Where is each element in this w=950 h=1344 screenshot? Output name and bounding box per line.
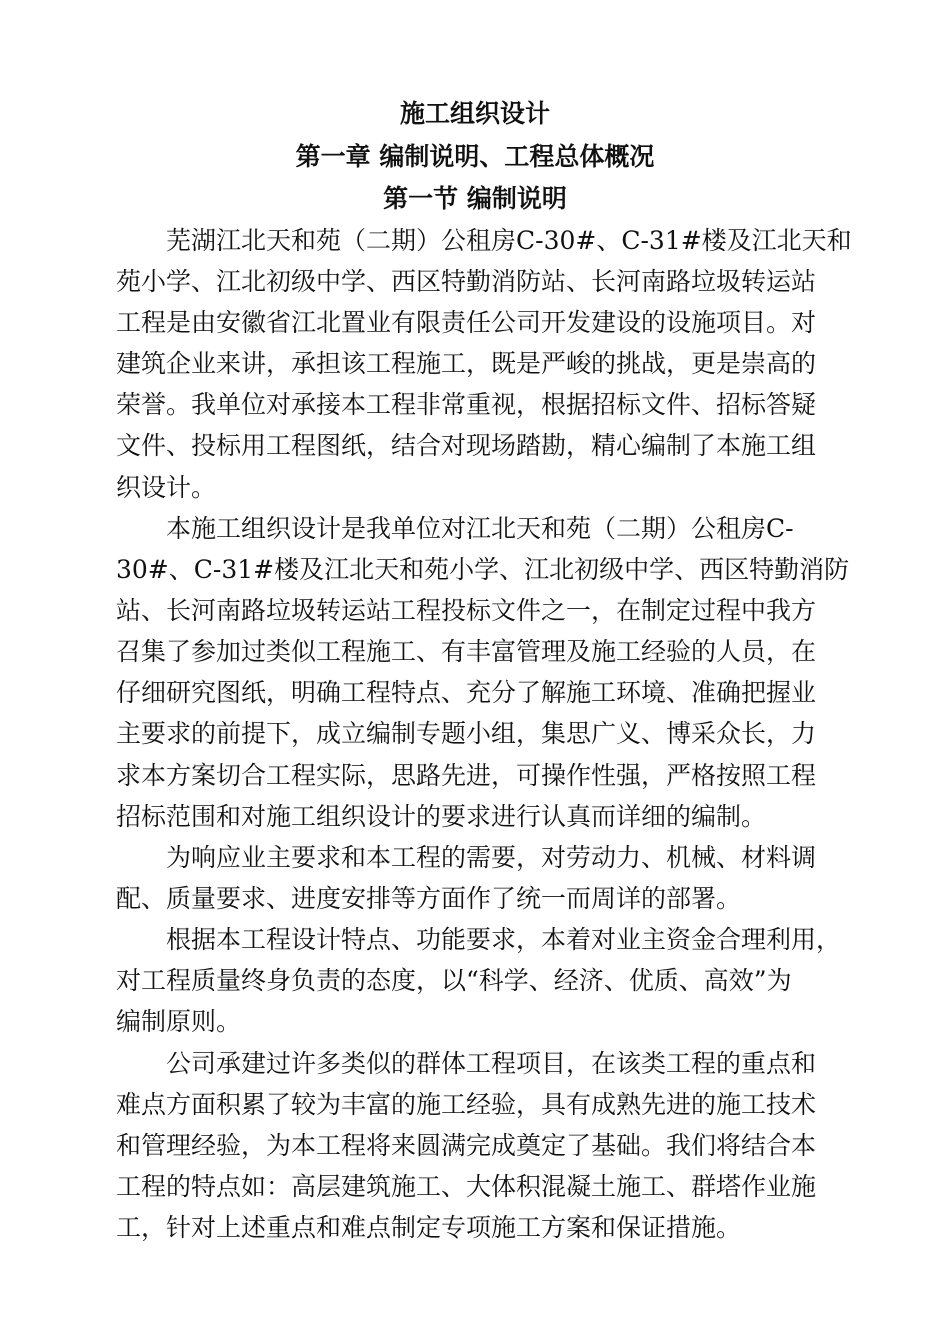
body-line: 配、质量要求、进度安排等方面作了统一而周详的部署。 — [116, 884, 742, 913]
body-line: 工程是由安徽省江北置业有限责任公司开发建设的设施项目。对 — [116, 308, 817, 337]
body-line: 招标范围和对施工组织设计的要求进行认真而详细的编制。 — [116, 802, 767, 831]
body-line: 召集了参加过类似工程施工、有丰富管理及施工经验的人员，在 — [116, 637, 817, 666]
body-line: 难点方面积累了较为丰富的施工经验，具有成熟先进的施工技术 — [116, 1090, 817, 1119]
body-line: 建筑企业来讲，承担该工程施工，既是严峻的挑战，更是崇高的 — [116, 349, 817, 378]
body-line: 文件、投标用工程图纸，结合对现场踏勘，精心编制了本施工组 — [116, 431, 817, 460]
body-line: 本施工组织设计是我单位对江北天和苑（二期）公租房C- — [166, 514, 794, 543]
section-heading: 第一节 编制说明 — [383, 184, 567, 213]
body-line: 芜湖江北天和苑（二期）公租房C-30#、C-31#楼及江北天和 — [166, 226, 852, 255]
body-line: 编制原则。 — [116, 1007, 242, 1036]
chapter-heading: 第一章 编制说明、工程总体概况 — [295, 142, 655, 171]
body-line: 站、长河南路垃圾转运站工程投标文件之一，在制定过程中我方 — [116, 596, 817, 625]
body-line: 30#、C-31#楼及江北天和苑小学、江北初级中学、西区特勤消防 — [116, 555, 850, 584]
body-line: 工程的特点如：高层建筑施工、大体积混凝土施工、群塔作业施 — [116, 1172, 817, 1201]
body-line: 主要求的前提下，成立编制专题小组，集思广义、博采众长，力 — [116, 719, 817, 748]
body-line: 公司承建过许多类似的群体工程项目，在该类工程的重点和 — [166, 1049, 817, 1078]
body-line: 根据本工程设计特点、功能要求，本着对业主资金合理利用， — [166, 925, 842, 954]
body-line: 苑小学、江北初级中学、西区特勤消防站、长河南路垃圾转运站 — [116, 267, 817, 296]
body-line: 仔细研究图纸，明确工程特点、充分了解施工环境、准确把握业 — [116, 678, 817, 707]
document-title: 施工组织设计 — [399, 99, 550, 128]
body-line: 织设计。 — [116, 473, 217, 502]
body-line: 对工程质量终身负责的态度，以“科学、经济、优质、高效”为 — [116, 966, 792, 995]
body-line: 工，针对上述重点和难点制定专项施工方案和保证措施。 — [116, 1213, 742, 1242]
body-line: 为响应业主要求和本工程的需要，对劳动力、机械、材料调 — [166, 843, 817, 872]
body-line: 求本方案切合工程实际，思路先进，可操作性强，严格按照工程 — [116, 761, 817, 790]
body-line: 和管理经验，为本工程将来圆满完成奠定了基础。我们将结合本 — [116, 1131, 817, 1160]
body-line: 荣誉。我单位对承接本工程非常重视，根据招标文件、招标答疑 — [116, 390, 817, 419]
